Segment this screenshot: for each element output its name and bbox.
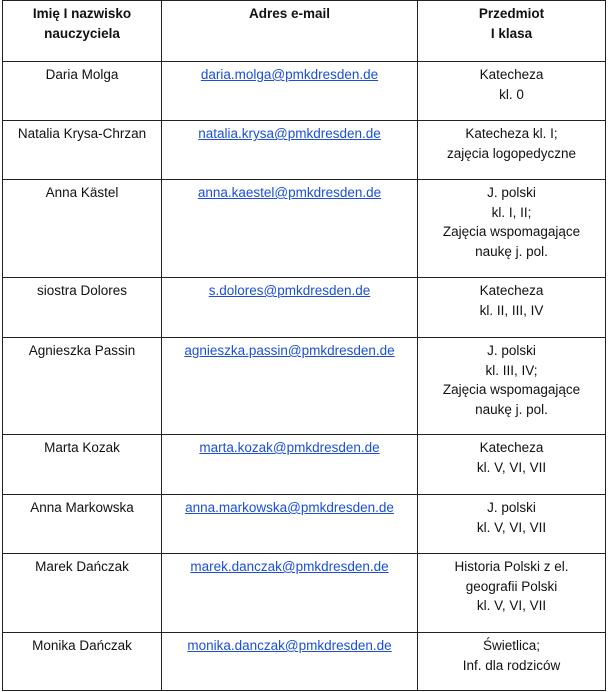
- table-row: [3, 495, 606, 554]
- email-link[interactable]: marta.kozak@pmkdresden.de: [199, 440, 380, 455]
- teacher-name-text: Agnieszka Passin: [28, 343, 136, 358]
- email-link[interactable]: daria.molga@pmkdresden.de: [200, 67, 379, 82]
- email-link[interactable]: agnieszka.passin@pmkdresden.de: [184, 343, 395, 358]
- teacher-subject: [418, 633, 606, 691]
- teacher-subject: [418, 338, 606, 435]
- teacher-name-text: Monika Dańczak: [32, 638, 132, 653]
- table-row: [3, 180, 606, 278]
- teacher-name: [3, 338, 162, 435]
- subject-line: Katecheza: [479, 440, 544, 455]
- header-row: [3, 1, 606, 62]
- teacher-name-text: Marta Kozak: [44, 440, 120, 455]
- table-row: [3, 554, 606, 633]
- subject-line: Katecheza kl. I;: [465, 126, 558, 141]
- subject-line: kl. V, VI, VII: [476, 519, 547, 535]
- subject-line: zajęcia logopedyczne: [446, 145, 577, 161]
- table-row: [3, 435, 606, 495]
- teacher-subject: [418, 62, 606, 121]
- subject-line: kl. II, III, IV: [479, 302, 544, 318]
- teacher-email: [162, 62, 418, 121]
- subject-line: naukę j. pol.: [475, 243, 548, 259]
- email-link[interactable]: monika.danczak@pmkdresden.de: [187, 638, 392, 653]
- teacher-name-text: Anna Markowska: [30, 500, 134, 515]
- email-link[interactable]: anna.kaestel@pmkdresden.de: [197, 185, 382, 200]
- teacher-email: [162, 633, 418, 691]
- subject-line: naukę j. pol.: [475, 401, 548, 417]
- subject-line: Historia Polski z el.: [454, 559, 569, 574]
- subject-line: geografii Polski: [465, 578, 558, 594]
- teacher-name-text: Marek Dańczak: [35, 559, 129, 574]
- table-row: [3, 121, 606, 180]
- subject-line: kl. 0: [499, 86, 524, 102]
- teacher-email: [162, 554, 418, 633]
- table-row: [3, 278, 606, 338]
- email-link[interactable]: s.dolores@pmkdresden.de: [208, 283, 371, 298]
- subject-line: kl. V, VI, VII: [476, 459, 547, 475]
- header-subject: [418, 1, 606, 62]
- header-subject-line: I klasa: [490, 25, 533, 41]
- subject-line: Katecheza: [479, 283, 544, 298]
- subject-line: kl. I, II;: [491, 204, 532, 220]
- teachers-table: [2, 0, 606, 691]
- teacher-name-text: Daria Molga: [45, 67, 119, 82]
- subject-line: J. polski: [487, 500, 536, 515]
- email-link[interactable]: anna.markowska@pmkdresden.de: [185, 500, 394, 515]
- teacher-email: [162, 495, 418, 554]
- teacher-name: [3, 278, 162, 338]
- teacher-email: [162, 278, 418, 338]
- teacher-name: [3, 554, 162, 633]
- header-email: [162, 1, 418, 62]
- teacher-name-text: siostra Dolores: [36, 283, 128, 298]
- subject-line: Zajęcia wspomagające: [442, 382, 581, 397]
- teacher-name: [3, 435, 162, 495]
- teacher-name-text: Natalia Krysa-Chrzan: [17, 126, 147, 141]
- teacher-name: [3, 180, 162, 278]
- teacher-name: [3, 633, 162, 691]
- subject-line: J. polski: [487, 343, 536, 358]
- header-name-line: Imię I nazwisko: [32, 6, 132, 21]
- teacher-subject: [418, 121, 606, 180]
- teacher-email: [162, 338, 418, 435]
- subject-line: Katecheza: [479, 67, 544, 82]
- teacher-name: [3, 121, 162, 180]
- teacher-subject: [418, 554, 606, 633]
- teacher-name: [3, 495, 162, 554]
- table-row: [3, 338, 606, 435]
- email-link[interactable]: marek.danczak@pmkdresden.de: [190, 559, 389, 574]
- teacher-subject: [418, 435, 606, 495]
- header-name: [3, 1, 162, 62]
- subject-line: J. polski: [487, 185, 536, 200]
- teacher-subject: [418, 495, 606, 554]
- header-email-line: Adres e-mail: [248, 6, 331, 21]
- email-link[interactable]: natalia.krysa@pmkdresden.de: [198, 126, 381, 141]
- subject-line: Zajęcia wspomagające: [442, 224, 581, 239]
- subject-line: kl. V, VI, VII: [476, 598, 547, 613]
- teacher-email: [162, 180, 418, 278]
- subject-line: Świetlica;: [482, 638, 541, 653]
- table-row: [3, 633, 606, 691]
- teacher-email: [162, 435, 418, 495]
- subject-line: kl. III, IV;: [485, 362, 538, 378]
- teacher-name: [3, 62, 162, 121]
- teacher-name-text: Anna Kästel: [45, 185, 119, 200]
- teacher-email: [162, 121, 418, 180]
- header-subject-line: Przedmiot: [478, 6, 545, 21]
- teacher-subject: [418, 180, 606, 278]
- teacher-subject: [418, 278, 606, 338]
- subject-line: Inf. dla rodziców: [462, 657, 561, 673]
- table-row: [3, 62, 606, 121]
- header-name-line: nauczyciela: [44, 25, 120, 41]
